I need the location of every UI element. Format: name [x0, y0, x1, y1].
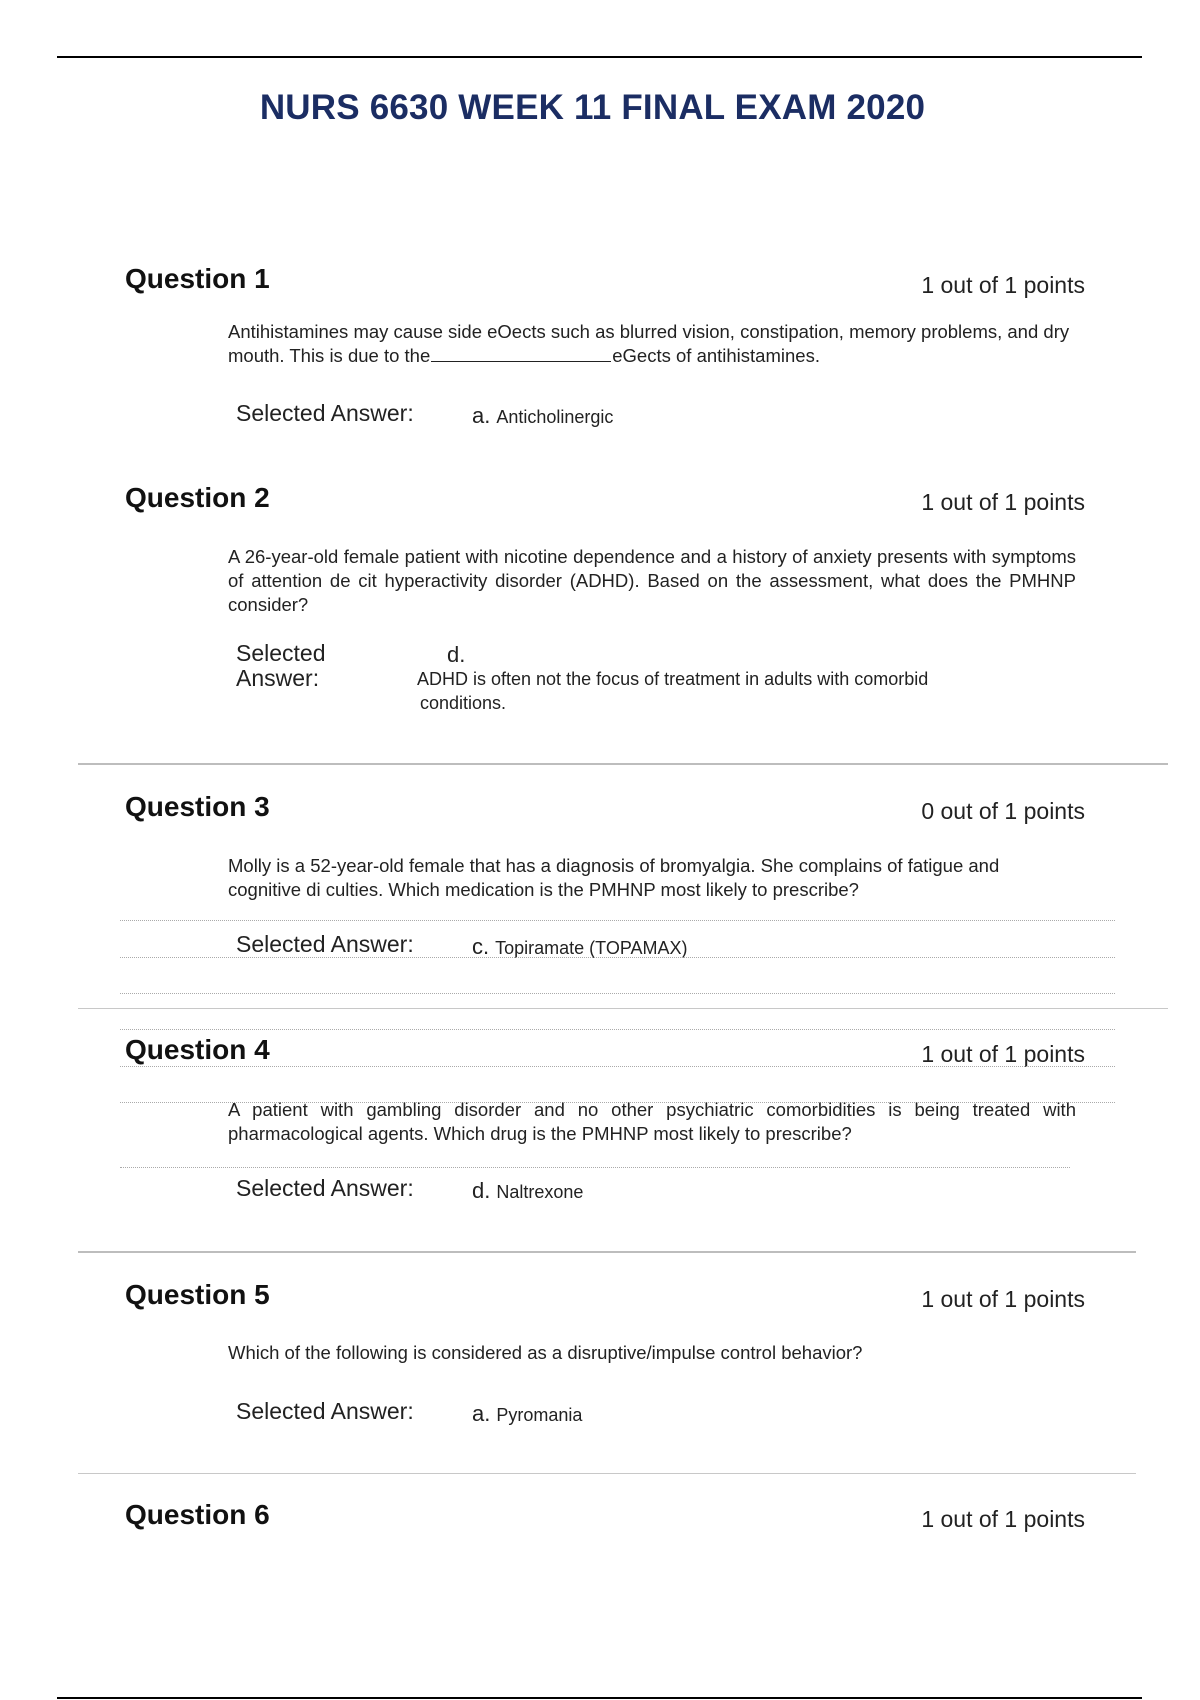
answer-letter: d.: [472, 1178, 491, 1203]
dotted-divider: [120, 993, 1115, 994]
question-title: Question 5: [125, 1279, 270, 1310]
dotted-divider: [120, 957, 1115, 958]
selected-answer: [472, 403, 613, 429]
selected-answer: [417, 667, 928, 715]
question-text-part1: Antihistamines may cause side eOects such as blurred vision, constipation, memory problems, and dry mouth. This is due to the: [228, 321, 1070, 366]
question-points: 1 out of 1 points: [921, 1286, 1085, 1312]
answer-text-line2: conditions.: [420, 693, 507, 713]
question-text: A patient with gambling disorder and no other psychiatric comorbidities is being treated with pharmacological agents. Which drug is the PMHNP most likely to prescribe?: [228, 1099, 1076, 1144]
question-text-part2: eGects of antihistamines.: [612, 345, 820, 366]
section-divider: [78, 1251, 1136, 1253]
page-title: NURS 6630 WEEK 11 FINAL EXAM 2020: [259, 88, 926, 127]
selected-answer-label: Selected Answer:: [236, 1175, 414, 1201]
selected-label-line2: Answer:: [236, 665, 320, 691]
dotted-divider: [120, 1167, 1070, 1168]
question-text: A 26-year-old female patient with nicotine dependence and a history of anxiety presents with symptoms of attention de cit hyperactivity disorder (ADHD). Based on the assessment, what does the PMHNP consider?: [228, 546, 1076, 615]
selected-answer: [472, 1401, 582, 1427]
answer-text: Anticholinergic: [496, 407, 614, 427]
answer-letter: a.: [472, 403, 491, 428]
answer-letter: d.: [447, 642, 466, 667]
question-points: 1 out of 1 points: [921, 489, 1085, 515]
answer-text-line1: ADHD is often not the focus of treatment in adults with comorbid: [417, 669, 929, 689]
question-text: Which of the following is considered as a disruptive/impulse control behavior?: [228, 1342, 863, 1363]
question-title: Question 1: [125, 263, 270, 294]
selected-answer-label: Selected Answer:: [236, 931, 414, 957]
answer-letter: a.: [472, 1401, 491, 1426]
answer-letter: c.: [472, 934, 490, 959]
top-rule: [57, 56, 1142, 58]
question-points: 1 out of 1 points: [921, 272, 1085, 298]
bottom-rule: [57, 1697, 1142, 1699]
answer-text: Topiramate (TOPAMAX): [495, 938, 688, 958]
question-title: Question 4: [125, 1034, 270, 1065]
section-divider: [78, 763, 1168, 765]
selected-answer: [472, 1178, 583, 1204]
question-title: Question 3: [125, 791, 270, 822]
question-text: [228, 320, 1076, 368]
selected-answer-label: [236, 641, 326, 691]
question-points: 0 out of 1 points: [921, 798, 1085, 824]
dotted-divider: [120, 1029, 1115, 1030]
dotted-divider: [120, 1066, 1115, 1067]
question-title: Question 6: [125, 1499, 270, 1530]
question-points: 1 out of 1 points: [921, 1506, 1085, 1532]
selected-answer-label: Selected Answer:: [236, 400, 414, 426]
question-title: Question 2: [125, 482, 270, 513]
answer-text: Pyromania: [496, 1405, 583, 1425]
section-divider: [78, 1473, 1136, 1474]
fill-in-blank: [431, 345, 611, 362]
dotted-divider: [120, 920, 1115, 921]
question-text: Molly is a 52-year-old female that has a diagnosis of bromyalgia. She complains of fatigue and cognitive di culties. Which medication is the PMHNP most likely to prescribe?: [228, 855, 1000, 900]
answer-text: Naltrexone: [496, 1182, 584, 1202]
question-points: 1 out of 1 points: [921, 1041, 1085, 1067]
selected-answer-label: Selected Answer:: [236, 1398, 414, 1424]
section-divider: [78, 1008, 1168, 1009]
selected-label-line1: Selected: [236, 640, 326, 666]
